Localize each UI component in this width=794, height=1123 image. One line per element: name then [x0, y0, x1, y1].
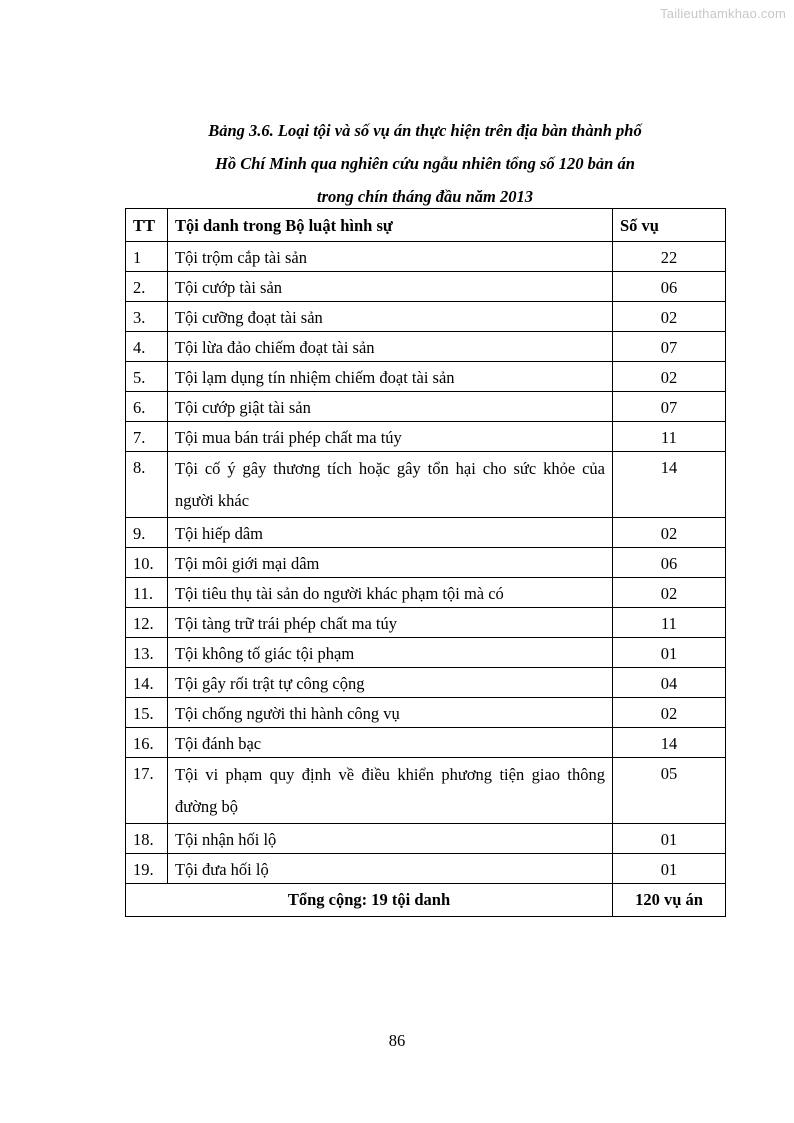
- case-count: 01: [613, 638, 726, 668]
- table-row: [126, 698, 726, 728]
- crime-table: [125, 208, 726, 917]
- case-count: 02: [613, 362, 726, 392]
- page-number: 86: [388, 1031, 406, 1050]
- crime-name: Tội trộm cắp tài sản: [168, 242, 613, 272]
- case-count: 06: [613, 548, 726, 578]
- case-count: 14: [613, 728, 726, 758]
- table-row: [126, 854, 726, 884]
- row-index: 19.: [126, 854, 168, 884]
- table-row: [126, 302, 726, 332]
- row-index: 8.: [126, 452, 168, 518]
- row-index: 7.: [126, 422, 168, 452]
- row-index: 1: [126, 242, 168, 272]
- row-index: 10.: [126, 548, 168, 578]
- row-index: 4.: [126, 332, 168, 362]
- table-row: [126, 668, 726, 698]
- crime-name: Tội môi giới mại dâm: [168, 548, 613, 578]
- row-index: 5.: [126, 362, 168, 392]
- table-caption: [124, 114, 726, 213]
- caption-line-3: trong chín tháng đầu năm 2013: [317, 187, 533, 206]
- crime-name: Tội lạm dụng tín nhiệm chiếm đoạt tài sản: [168, 362, 613, 392]
- total-row: [126, 884, 726, 917]
- case-count: 22: [613, 242, 726, 272]
- case-count: 05: [613, 758, 726, 824]
- case-count: 04: [613, 668, 726, 698]
- crime-name: Tội tàng trữ trái phép chất ma túy: [168, 608, 613, 638]
- watermark: Tailieuthamkhao.com: [660, 6, 786, 21]
- table-row: [126, 578, 726, 608]
- row-index: 6.: [126, 392, 168, 422]
- table-row: [126, 728, 726, 758]
- case-count: 11: [613, 608, 726, 638]
- case-count: 14: [613, 452, 726, 518]
- header-case-count: Số vụ: [613, 209, 726, 242]
- total-count: 120 vụ án: [613, 884, 726, 917]
- crime-name: Tội cưỡng đoạt tài sản: [168, 302, 613, 332]
- case-count: 02: [613, 302, 726, 332]
- case-count: 11: [613, 422, 726, 452]
- case-count: 06: [613, 272, 726, 302]
- case-count: 07: [613, 392, 726, 422]
- crime-name: Tội đánh bạc: [168, 728, 613, 758]
- caption-line-1: Bảng 3.6. Loại tội và số vụ án thực hiện trên địa bàn thành phố: [208, 121, 642, 140]
- case-count: 07: [613, 332, 726, 362]
- row-index: 13.: [126, 638, 168, 668]
- case-count: 02: [613, 698, 726, 728]
- table-row: [126, 392, 726, 422]
- table-row: [126, 272, 726, 302]
- table-row: [126, 608, 726, 638]
- row-index: 12.: [126, 608, 168, 638]
- table-row: [126, 242, 726, 272]
- crime-name: Tội lừa đảo chiếm đoạt tài sản: [168, 332, 613, 362]
- row-index: 11.: [126, 578, 168, 608]
- crime-name: Tội cướp giật tài sản: [168, 392, 613, 422]
- crime-name: Tội đưa hối lộ: [168, 854, 613, 884]
- total-label: Tổng cộng: 19 tội danh: [126, 884, 613, 917]
- row-index: 17.: [126, 758, 168, 824]
- table-row: [126, 452, 726, 518]
- header-crime-name: Tội danh trong Bộ luật hình sự: [168, 209, 613, 242]
- row-index: 15.: [126, 698, 168, 728]
- case-count: 01: [613, 824, 726, 854]
- table-row: [126, 518, 726, 548]
- crime-name: Tội chống người thi hành công vụ: [168, 698, 613, 728]
- table-row: [126, 758, 726, 824]
- table-row: [126, 824, 726, 854]
- row-index: 9.: [126, 518, 168, 548]
- table-row: [126, 422, 726, 452]
- header-tt: TT: [126, 209, 168, 242]
- case-count: 02: [613, 578, 726, 608]
- row-index: 16.: [126, 728, 168, 758]
- crime-name: Tội cố ý gây thương tích hoặc gây tổn hại cho sức khỏe của người khác: [168, 452, 613, 518]
- row-index: 14.: [126, 668, 168, 698]
- case-count: 02: [613, 518, 726, 548]
- table-row: [126, 332, 726, 362]
- caption-line-2: Hồ Chí Minh qua nghiên cứu ngẫu nhiên tổng số 120 bản án: [215, 154, 635, 173]
- table-header-row: [126, 209, 726, 242]
- crime-name: Tội mua bán trái phép chất ma túy: [168, 422, 613, 452]
- table-row: [126, 548, 726, 578]
- row-index: 3.: [126, 302, 168, 332]
- crime-name: Tội hiếp dâm: [168, 518, 613, 548]
- crime-name: Tội gây rối trật tự công cộng: [168, 668, 613, 698]
- case-count: 01: [613, 854, 726, 884]
- crime-name: Tội vi phạm quy định về điều khiển phương tiện giao thông đường bộ: [168, 758, 613, 824]
- crime-name: Tội nhận hối lộ: [168, 824, 613, 854]
- row-index: 2.: [126, 272, 168, 302]
- crime-name: Tội tiêu thụ tài sản do người khác phạm tội mà có: [168, 578, 613, 608]
- table-row: [126, 362, 726, 392]
- crime-name: Tội cướp tài sản: [168, 272, 613, 302]
- crime-name: Tội không tố giác tội phạm: [168, 638, 613, 668]
- table-row: [126, 638, 726, 668]
- table-body: [126, 242, 726, 884]
- row-index: 18.: [126, 824, 168, 854]
